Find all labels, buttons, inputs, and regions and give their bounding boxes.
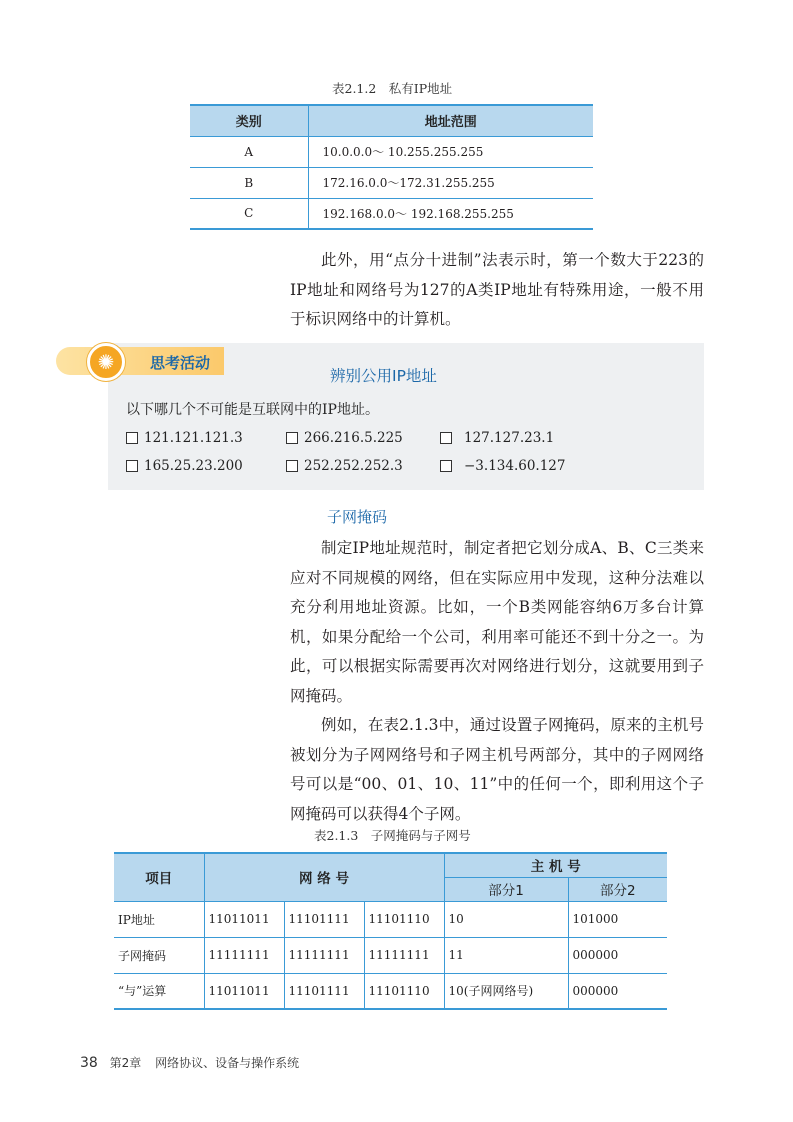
table2-cell: 11111111 [204, 937, 284, 973]
lightbulb-icon: ✺ [87, 343, 125, 381]
table2-cell: 11111111 [364, 937, 444, 973]
table2-cell: “与”运算 [114, 973, 204, 1009]
table2-cell: 11011011 [204, 973, 284, 1009]
option-1[interactable]: 121.121.121.3 [126, 430, 243, 446]
table1-caption: 表2.1.2 私有IP地址 [332, 81, 453, 96]
table2-cell: 11101110 [364, 973, 444, 1009]
table2-header-part1: 部分1 [444, 877, 568, 901]
table-row [190, 167, 593, 198]
option-3[interactable]: 127.127.23.1 [440, 430, 554, 446]
table1-cell: B [190, 167, 308, 198]
table1-cell: 10.0.0.0～ 10.255.255.255 [308, 136, 593, 167]
activity-question: 以下哪几个不可能是互联网中的IP地址。 [126, 402, 379, 418]
checkbox-icon[interactable] [126, 460, 138, 472]
table2-cell: 10 [444, 901, 568, 937]
table2-header-part2: 部分2 [568, 877, 667, 901]
table2-header-host: 主 机 号 [444, 853, 667, 877]
table1-cell: 172.16.0.0～172.31.255.255 [308, 167, 593, 198]
checkbox-icon[interactable] [286, 460, 298, 472]
table-row [114, 937, 667, 973]
checkbox-icon[interactable] [126, 432, 138, 444]
checkbox-icon[interactable] [440, 460, 452, 472]
subnet-mask-table [114, 852, 667, 1010]
table2-cell: 000000 [568, 937, 667, 973]
table2-caption: 表2.1.3 子网掩码与子网号 [314, 828, 471, 843]
table2-cell: 000000 [568, 973, 667, 1009]
table2-cell: 10(子网网络号) [444, 973, 568, 1009]
option-6[interactable]: −3.134.60.127 [440, 458, 566, 474]
table2-cell: 子网掩码 [114, 937, 204, 973]
page-number: 38 [80, 1055, 98, 1071]
option-2[interactable]: 266.216.5.225 [286, 430, 403, 446]
activity-title: 辨别公用IP地址 [330, 367, 437, 385]
section-heading-subnet-mask: 子网掩码 [327, 508, 388, 526]
table2-cell: 11101111 [284, 901, 364, 937]
table2-cell: 11011011 [204, 901, 284, 937]
option-5[interactable]: 252.252.252.3 [286, 458, 403, 474]
checkbox-icon[interactable] [286, 432, 298, 444]
table2-cell: 11101110 [364, 901, 444, 937]
table-row [190, 136, 593, 167]
table-row [114, 901, 667, 937]
table2-cell: 11101111 [284, 973, 364, 1009]
activity-label: 思考活动 [150, 354, 211, 372]
table1-cell: 192.168.0.0～ 192.168.255.255 [308, 198, 593, 229]
paragraph-subnet-intro: 制定IP地址规范时，制定者把它划分成A、B、C三类来应对不同规模的网络，但在实际应用中发现，这种分法难以充分利用地址资源。比如，一个B类网能容纳6万多台计算机，如果分配给一个公司，利用率可能还不到十分之一。为此，可以根据实际需要再次对网络进行划分，这就要用到子网掩码。 例如，在表2.1.3中，通过设置子网掩码，原来的主机号被划分为子网网络号和子网主机号两部分，其中的子网网络号可以是“00、01、10、11”中的任何一个，即利用这个子网掩码可以获得4个子网。 [290, 539, 704, 823]
chapter-title: 网络协议、设备与操作系统 [155, 1056, 300, 1070]
table1-cell: A [190, 136, 308, 167]
paragraph-special-ip: 此外，用“点分十进制”法表示时，第一个数大于223的IP地址和网络号为127的A类IP地址有特殊用途，一般不用于标识网络中的计算机。 [290, 251, 704, 328]
private-ip-table [190, 104, 593, 230]
table2-cell: 101000 [568, 901, 667, 937]
option-4[interactable]: 165.25.23.200 [126, 458, 243, 474]
table2-cell: IP地址 [114, 901, 204, 937]
table2-header-network: 网 络 号 [204, 853, 444, 901]
table1-header-range: 地址范围 [308, 105, 593, 136]
checkbox-icon[interactable] [440, 432, 452, 444]
table2-cell: 11 [444, 937, 568, 973]
table1-cell: C [190, 198, 308, 229]
table-row [190, 198, 593, 229]
table1-header-category: 类别 [190, 105, 308, 136]
table2-header-item: 项目 [114, 853, 204, 901]
page-footer [80, 1054, 299, 1071]
chapter-label: 第2章 [109, 1056, 142, 1070]
table2-cell: 11111111 [284, 937, 364, 973]
table-row [114, 973, 667, 1009]
